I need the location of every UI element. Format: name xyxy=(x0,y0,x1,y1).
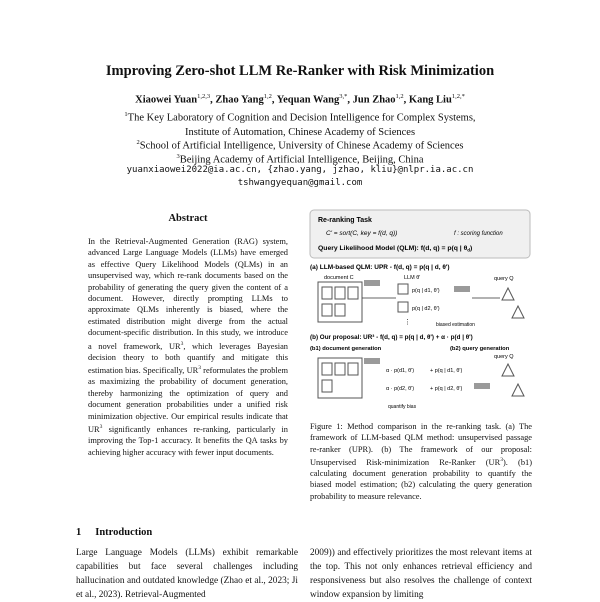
author-affil-marker: 1,2,* xyxy=(451,93,465,100)
plus-term-1: + p(q | d1, θ') xyxy=(430,368,463,374)
abstract-body xyxy=(88,236,288,458)
doc-page-icon xyxy=(335,304,345,316)
query-q-label-b: query Q xyxy=(494,354,514,360)
section-title: Introduction xyxy=(95,527,153,538)
task-box-title: Re-ranking Task xyxy=(318,217,372,224)
affil-number: 1 xyxy=(124,111,128,118)
query-triangle-icon xyxy=(512,384,524,396)
author-affil-marker: 1,2,3 xyxy=(197,93,211,100)
doc-page-icon xyxy=(348,287,358,299)
doc-page-icon xyxy=(348,363,358,375)
query-triangle-icon xyxy=(512,306,524,318)
abstract-heading: Abstract xyxy=(168,213,208,224)
doc-c-label: document C xyxy=(324,275,354,281)
doc-page-icon xyxy=(322,380,332,392)
doc-page-icon xyxy=(335,363,345,375)
email-line-1: yuanxiaowei2022@ia.ac.cn, {zhao.yang, jzhao, kliu}@nlpr.ia.ac.cn xyxy=(126,165,474,175)
query-triangle-icon xyxy=(502,364,514,376)
prompt-block xyxy=(364,280,380,286)
affil-text: School of Artificial Intelligence, University of Chinese Academy of Sciences xyxy=(139,140,464,152)
figure-caption xyxy=(310,421,532,502)
scoring-note: f : scoring function xyxy=(454,231,503,237)
author-list: Xiaowei Yuan$^{1,2,3}$, Zhao Yang$^{1,2}$, Yequan Wang$^{3,*}$, Jun Zhao$^{1,2}$, Kang Liu$^{1,2,*}$ xyxy=(135,93,465,106)
panel-b2-label: (b2) query generation xyxy=(450,346,510,352)
email-line-2: tshwangyequan@gmail.com xyxy=(237,178,363,188)
author-affil-marker: 1,2 xyxy=(395,93,404,100)
abstract-text: significantly enhances re-ranking, particularly in improving the Top-1 accuracy. It benefits the QA tasks by achieving higher accuracy with fewer input documents. xyxy=(88,424,288,457)
query-triangle-icon xyxy=(502,288,514,300)
section-number: 1 xyxy=(76,527,82,538)
panel-b-label: (b) Our proposal: UR³ - f(d, q) = p(q | d, θ') + α · p(d | θ') xyxy=(310,334,473,341)
query-q-label: query Q xyxy=(494,276,514,282)
author-name: Xiaowei Yuan xyxy=(135,94,198,106)
llm-node xyxy=(398,284,408,294)
prob-d1-label: p(q | d1, θ') xyxy=(412,288,440,294)
sort-formula: C' = sort(C, key = f(d, q)) xyxy=(326,230,398,237)
author-affil-marker: 1,2 xyxy=(263,93,272,100)
caption-text: ). (b1) calculating document generation probability to quantify the biased model estimation; (b2) calculating the query generation probability to measure relevance. xyxy=(310,457,532,501)
affil-number: 3 xyxy=(176,153,180,160)
affil-text: The Key Laboratory of Cognition and Decision Intelligence for Complex Systems, xyxy=(127,112,476,124)
affiliation-1 xyxy=(0,108,600,140)
caption-text: Figure 1: Method comparison in the re-ranking task. (a) The framework of LLM-based QLM method: unsupervised passage re-ranker (UPR). (b) The framework of our proposal: Unsupervised Risk-minimization Re-Ranker (UR xyxy=(310,422,532,467)
llm-label: LLM θ' xyxy=(404,275,421,281)
llm-node xyxy=(398,302,408,312)
author-name: Yequan Wang xyxy=(276,94,340,106)
doc-page-icon xyxy=(335,287,345,299)
figure-1 xyxy=(304,208,536,418)
abstract-text: reformulates the problem as maximizing the probability of document generation, thereby harmonizing the optimization of query and document generation probabilities under a unified risk minimization objective. Our empirical results indicate that UR xyxy=(88,366,288,434)
panel-b1-label: (b1) document generation xyxy=(310,346,382,352)
prob-d2-label: p(q | d2, θ') xyxy=(412,306,440,312)
doc-page-icon xyxy=(322,304,332,316)
output-block xyxy=(474,383,490,389)
biased-estimation-label: biased estimation xyxy=(436,322,475,328)
prompt-block xyxy=(364,358,380,364)
abstract-text: In the Retrieval-Augmented Generation (RAG) system, advanced Large Language Models (LLMs) have emerged as effective Query Likelihood Models (QLMs) in an unsupervised way, which re-rank documents based on the probability of generating the query given the content of a document. However, directly prompting LLMs to approximate QLMs inherently is biased, where the estimated distribution might diverge from the actual document-specific distribution. In this study, we introduce a novel framework, UR xyxy=(88,237,288,351)
superscript: 3 xyxy=(500,456,503,463)
quantify-bias-label: quantify bias xyxy=(388,404,417,410)
output-block xyxy=(454,286,470,292)
affil-number: 2 xyxy=(136,139,140,146)
intro-right-column: 2009)) and effectively prioritizes the most relevant items at the top. This not only enhances retrieval efficiency and responsiveness but also resolves the challenge of context window expansion by limiting xyxy=(310,548,532,600)
qlm-definition: Query Likelihood Model (QLM): f(d, q) = p(q | $\theta_d$) xyxy=(318,245,473,253)
superscript: 3 xyxy=(180,340,184,347)
author-name: Kang Liu xyxy=(408,94,452,106)
superscript: 3 xyxy=(99,424,103,431)
doc-page-icon xyxy=(322,363,332,375)
panel-a-label: (a) LLM-based QLM: UPR - f(d, q) = p(q | d, θ') xyxy=(310,264,450,271)
superscript: 3 xyxy=(198,365,201,372)
figure-diagram xyxy=(304,208,536,418)
alpha-term-2: α · p(d2, θ') xyxy=(386,386,415,392)
ellipsis: ⋮ xyxy=(404,319,411,326)
author-affil-marker: 3,* xyxy=(339,93,348,100)
intro-left-column: Large Language Models (LLMs) exhibit remarkable capabilities but face several challenges including hallucination and outdated knowledge (Zhao et al., 2023; Ji et al., 2023). Retrieval-Augmented xyxy=(76,548,298,600)
author-name: Jun Zhao xyxy=(352,94,396,106)
alpha-term-1: α · p(d1, θ') xyxy=(386,368,415,374)
abstract-text: , which leverages Bayesian decision theory to both quantify and mitigate this estimation bias. Specifically, UR xyxy=(88,341,288,376)
affil-text: Institute of Automation, Chinese Academy of Sciences xyxy=(184,126,416,138)
doc-page-icon xyxy=(322,287,332,299)
author-name: Zhao Yang xyxy=(215,94,264,106)
plus-term-2: + p(q | d2, θ') xyxy=(430,386,463,392)
paper-title: Improving Zero-shot LLM Re-Ranker with Risk Minimization xyxy=(105,63,495,79)
section-heading-introduction xyxy=(76,527,152,538)
affil-text: Beijing Academy of Artificial Intelligence, Beijing, China xyxy=(179,154,424,166)
